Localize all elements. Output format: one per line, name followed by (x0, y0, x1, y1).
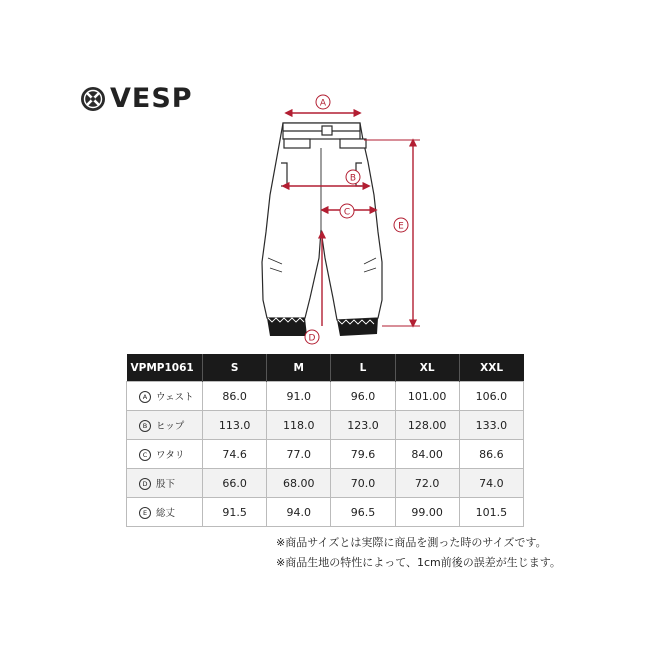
measure-mark: C (139, 449, 151, 461)
table-cell: 113.0 (203, 411, 267, 440)
table-cell: 99.00 (395, 498, 459, 527)
measure-mark: A (139, 391, 151, 403)
table-cell: 128.00 (395, 411, 459, 440)
table-cell: 74.0 (459, 469, 523, 498)
measure-mark: E (139, 507, 151, 519)
table-cell: 70.0 (331, 469, 395, 498)
row-label-text: ヒップ (156, 420, 185, 432)
row-label (127, 498, 203, 527)
table-cell: 86.0 (203, 382, 267, 411)
size-header: M (267, 354, 331, 382)
size-header: XXL (459, 354, 523, 382)
size-note: ※商品サイズとは実際に商品を測った時のサイズです。 (276, 536, 547, 549)
badge-e: E (398, 221, 404, 232)
table-cell: 106.0 (459, 382, 523, 411)
tolerance-note: ※商品生地の特性によって、1cm前後の誤差が生じます。 (276, 556, 561, 569)
row-label-text: 総丈 (156, 507, 176, 519)
table-cell: 133.0 (459, 411, 523, 440)
table-row (127, 411, 524, 440)
table-cell: 68.00 (267, 469, 331, 498)
table-cell: 91.5 (203, 498, 267, 527)
table-cell: 86.6 (459, 440, 523, 469)
table-row (127, 382, 524, 411)
table-cell: 77.0 (267, 440, 331, 469)
table-header-row (127, 354, 524, 382)
row-label (127, 411, 203, 440)
row-label (127, 382, 203, 411)
badge-a: A (319, 98, 327, 109)
table-cell: 123.0 (331, 411, 395, 440)
size-header: XL (395, 354, 459, 382)
table-row (127, 440, 524, 469)
table-cell: 66.0 (203, 469, 267, 498)
table-cell: 74.6 (203, 440, 267, 469)
table-row (127, 469, 524, 498)
table-cell: 84.00 (395, 440, 459, 469)
measure-mark: D (139, 478, 151, 490)
table-cell: 101.5 (459, 498, 523, 527)
size-chart-table (126, 354, 524, 527)
badge-d: D (308, 333, 316, 344)
badge-b: B (349, 173, 357, 184)
table-cell: 72.0 (395, 469, 459, 498)
badge-c: C (343, 207, 351, 218)
table-cell: 94.0 (267, 498, 331, 527)
table-cell: 118.0 (267, 411, 331, 440)
row-label (127, 469, 203, 498)
table-cell: 96.0 (331, 382, 395, 411)
row-label (127, 440, 203, 469)
row-label-text: 股下 (156, 478, 176, 490)
row-label-text: ウェスト (156, 391, 194, 403)
table-cell: 91.0 (267, 382, 331, 411)
row-label-text: ワタリ (156, 449, 185, 461)
table-cell: 96.5 (331, 498, 395, 527)
model-number: VPMP1061 (127, 354, 203, 382)
size-header: S (203, 354, 267, 382)
table-cell: 101.00 (395, 382, 459, 411)
measure-mark: B (139, 420, 151, 432)
brand-name: VESP (110, 83, 193, 114)
table-cell: 79.6 (331, 440, 395, 469)
table-row (127, 498, 524, 527)
size-header: L (331, 354, 395, 382)
